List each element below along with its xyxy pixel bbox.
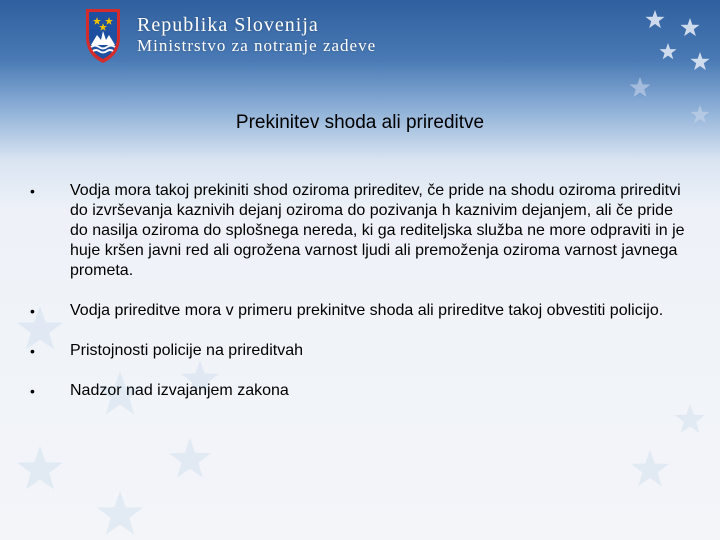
coat-of-arms-icon [84,7,122,65]
bullet-icon: • [30,303,35,319]
star-icon [97,491,143,534]
ministry-name: Ministrstvo za notranje zadeve [137,36,377,55]
bullet-text: Nadzor nad izvajanjem zakona [70,382,289,399]
bullet-icon: • [30,383,35,399]
bullet-item [30,181,690,281]
bullet-text: Pristojnosti policije na prireditvah [70,342,303,359]
organization-name: Republika Slovenija [137,14,319,36]
bullet-icon: • [30,343,35,359]
star-icon [17,446,63,489]
bullet-item [30,341,690,361]
bullet-item [30,381,690,401]
slide-title: Prekinitev shoda ali prireditve [235,112,485,133]
slide-content [30,181,690,401]
star-icon [675,404,705,433]
bullet-text: Vodja mora takoj prekiniti shod oziroma prireditev, če pride na shodu oziroma prireditvi do izvrševanja kaznivih dejanj oziroma do pozivanja h kaznivim dejanjem, ali če pride do nasilja oziroma do splošnega nereda, ki ga rediteljska služba ne more odpraviti in je huje kršen javni red ali ogrožena varnost ljudi ali premoženja oziroma varnost javnega prometa. [70,182,685,279]
bullet-item [30,301,690,321]
header [0,0,720,80]
bullet-text: Vodja prireditve mora v primeru prekinitve shoda ali prireditve takoj obvestiti policijo. [70,302,664,319]
bullet-list [30,181,690,401]
star-icon [631,450,669,486]
bullet-icon: • [30,183,35,199]
star-icon [169,438,211,478]
